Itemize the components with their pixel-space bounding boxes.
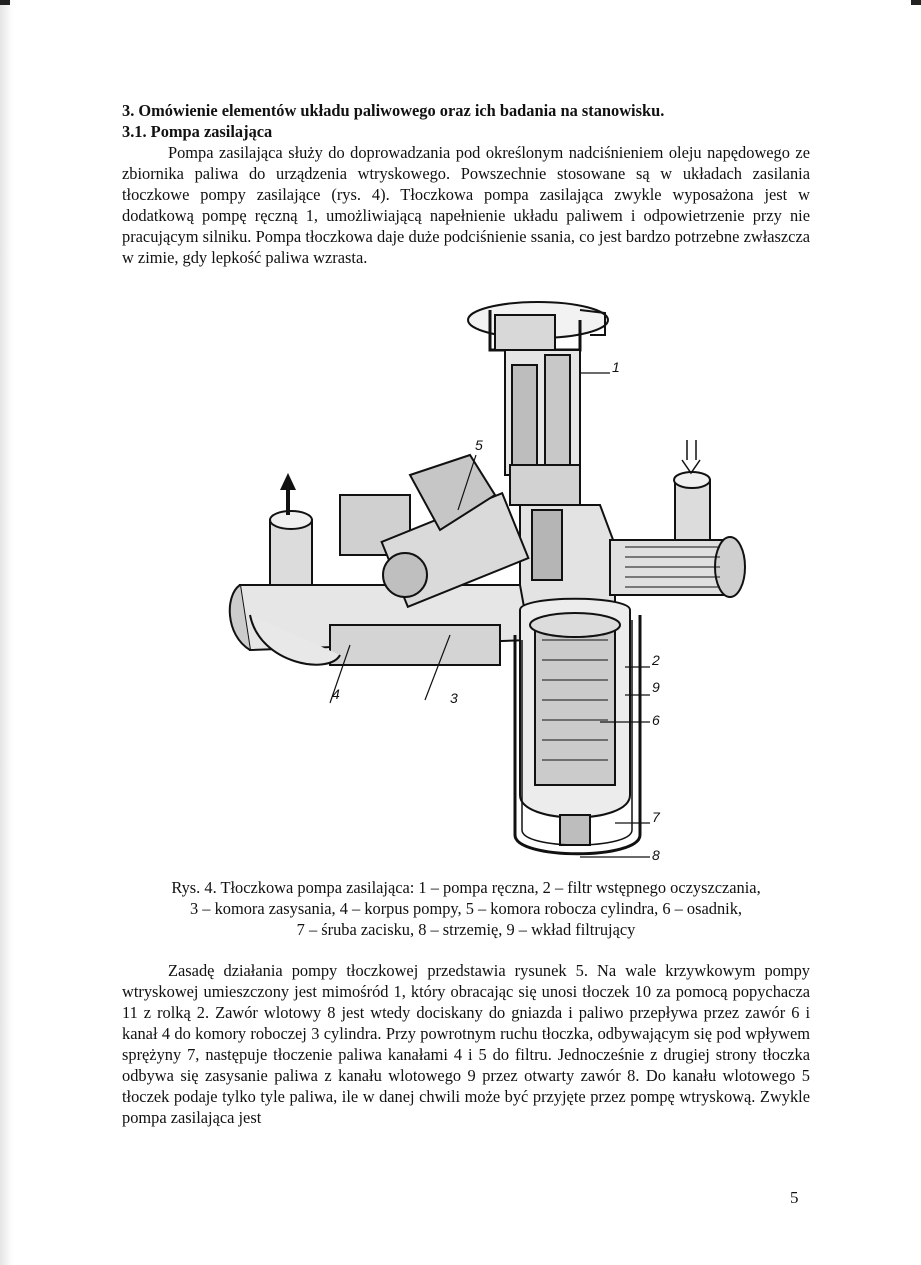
paragraph-intro: Pompa zasilająca służy do doprowadzania pod określonym nadciśnieniem oleju napędowego ze zbiornika paliwa do urządzenia wtryskowego. Powszechnie stosowane są w układach zasilania tłoczkowe pompy zasilające (rys. 4). Tłoczkowa pompa zasilająca zwykle wyposażona jest w dodatkową pompę ręczną 1, umożliwiającą napełnienie układu paliwem i odpowietrzenie przy nie pracującym silniku. Pompa tłoczkowa daje duże podciśnienie ssania, co jest bardzo potrzebne zwłaszcza w zimie, gdy lepkość paliwa wzrasta. bbox=[122, 143, 810, 267]
section-heading: 3. Omówienie elementów układu paliwowego oraz ich badania na stanowisku. bbox=[122, 101, 665, 120]
pump-drawing bbox=[220, 295, 780, 875]
figure-label-2: 2 bbox=[652, 652, 660, 668]
caption-line-3: 7 – śruba zacisku, 8 – strzemię, 9 – wkład filtrujący bbox=[296, 920, 636, 939]
figure-label-9: 9 bbox=[652, 679, 660, 695]
figure-label-5: 5 bbox=[475, 437, 483, 453]
figure-label-1: 1 bbox=[612, 359, 620, 375]
scan-corner-mark-right bbox=[911, 0, 921, 5]
figure-label-7: 7 bbox=[652, 809, 660, 825]
pump-figure bbox=[220, 295, 780, 875]
figure-label-8: 8 bbox=[652, 847, 660, 863]
caption-line-2: 3 – komora zasysania, 4 – korpus pompy, 5 – komora robocza cylindra, 6 – osadnik, bbox=[190, 899, 742, 918]
paragraph-operation: Zasadę działania pompy tłoczkowej przedstawia rysunek 5. Na wale krzywkowym pompy wtryskowej umieszczony jest mimośród 1, który obracając się unosi tłoczek 10 za pomocą popychacza 11 z rolką 2. Zawór wlotowy 8 jest wtedy dociskany do gniazda i paliwo przepływa przez zawór 6 i kanał 4 do komory roboczej 3 cylindra. Przy powrotnym ruchu tłoczka, odbywającym się pod wpływem sprężyny 7, następuje tłoczenie paliwa kanałami 4 i 5 do filtru. Jednocześnie z drugiej strony tłoczka odbywa się zasysanie paliwa z kanału wlotowego 9 przez otwarty zawór 8. Do kanału wlotowego 5 tłoczek podaje tylko tyle paliwa, ile w danej chwili może być przyjęte przez pompę wtryskową. Zwykle pompa zasilająca jest bbox=[122, 961, 810, 1127]
figure-label-4: 4 bbox=[332, 686, 340, 702]
figure-label-6: 6 bbox=[652, 712, 660, 728]
scan-edge bbox=[0, 0, 14, 1265]
figure-caption bbox=[122, 877, 810, 940]
figure-label-3: 3 bbox=[450, 690, 458, 706]
page-number: 5 bbox=[790, 1188, 799, 1207]
scan-corner-mark-left bbox=[0, 0, 10, 5]
subsection-heading: 3.1. Pompa zasilająca bbox=[122, 122, 273, 141]
caption-line-1: Rys. 4. Tłoczkowa pompa zasilająca: 1 – pompa ręczna, 2 – filtr wstępnego oczyszczania, bbox=[171, 878, 761, 897]
